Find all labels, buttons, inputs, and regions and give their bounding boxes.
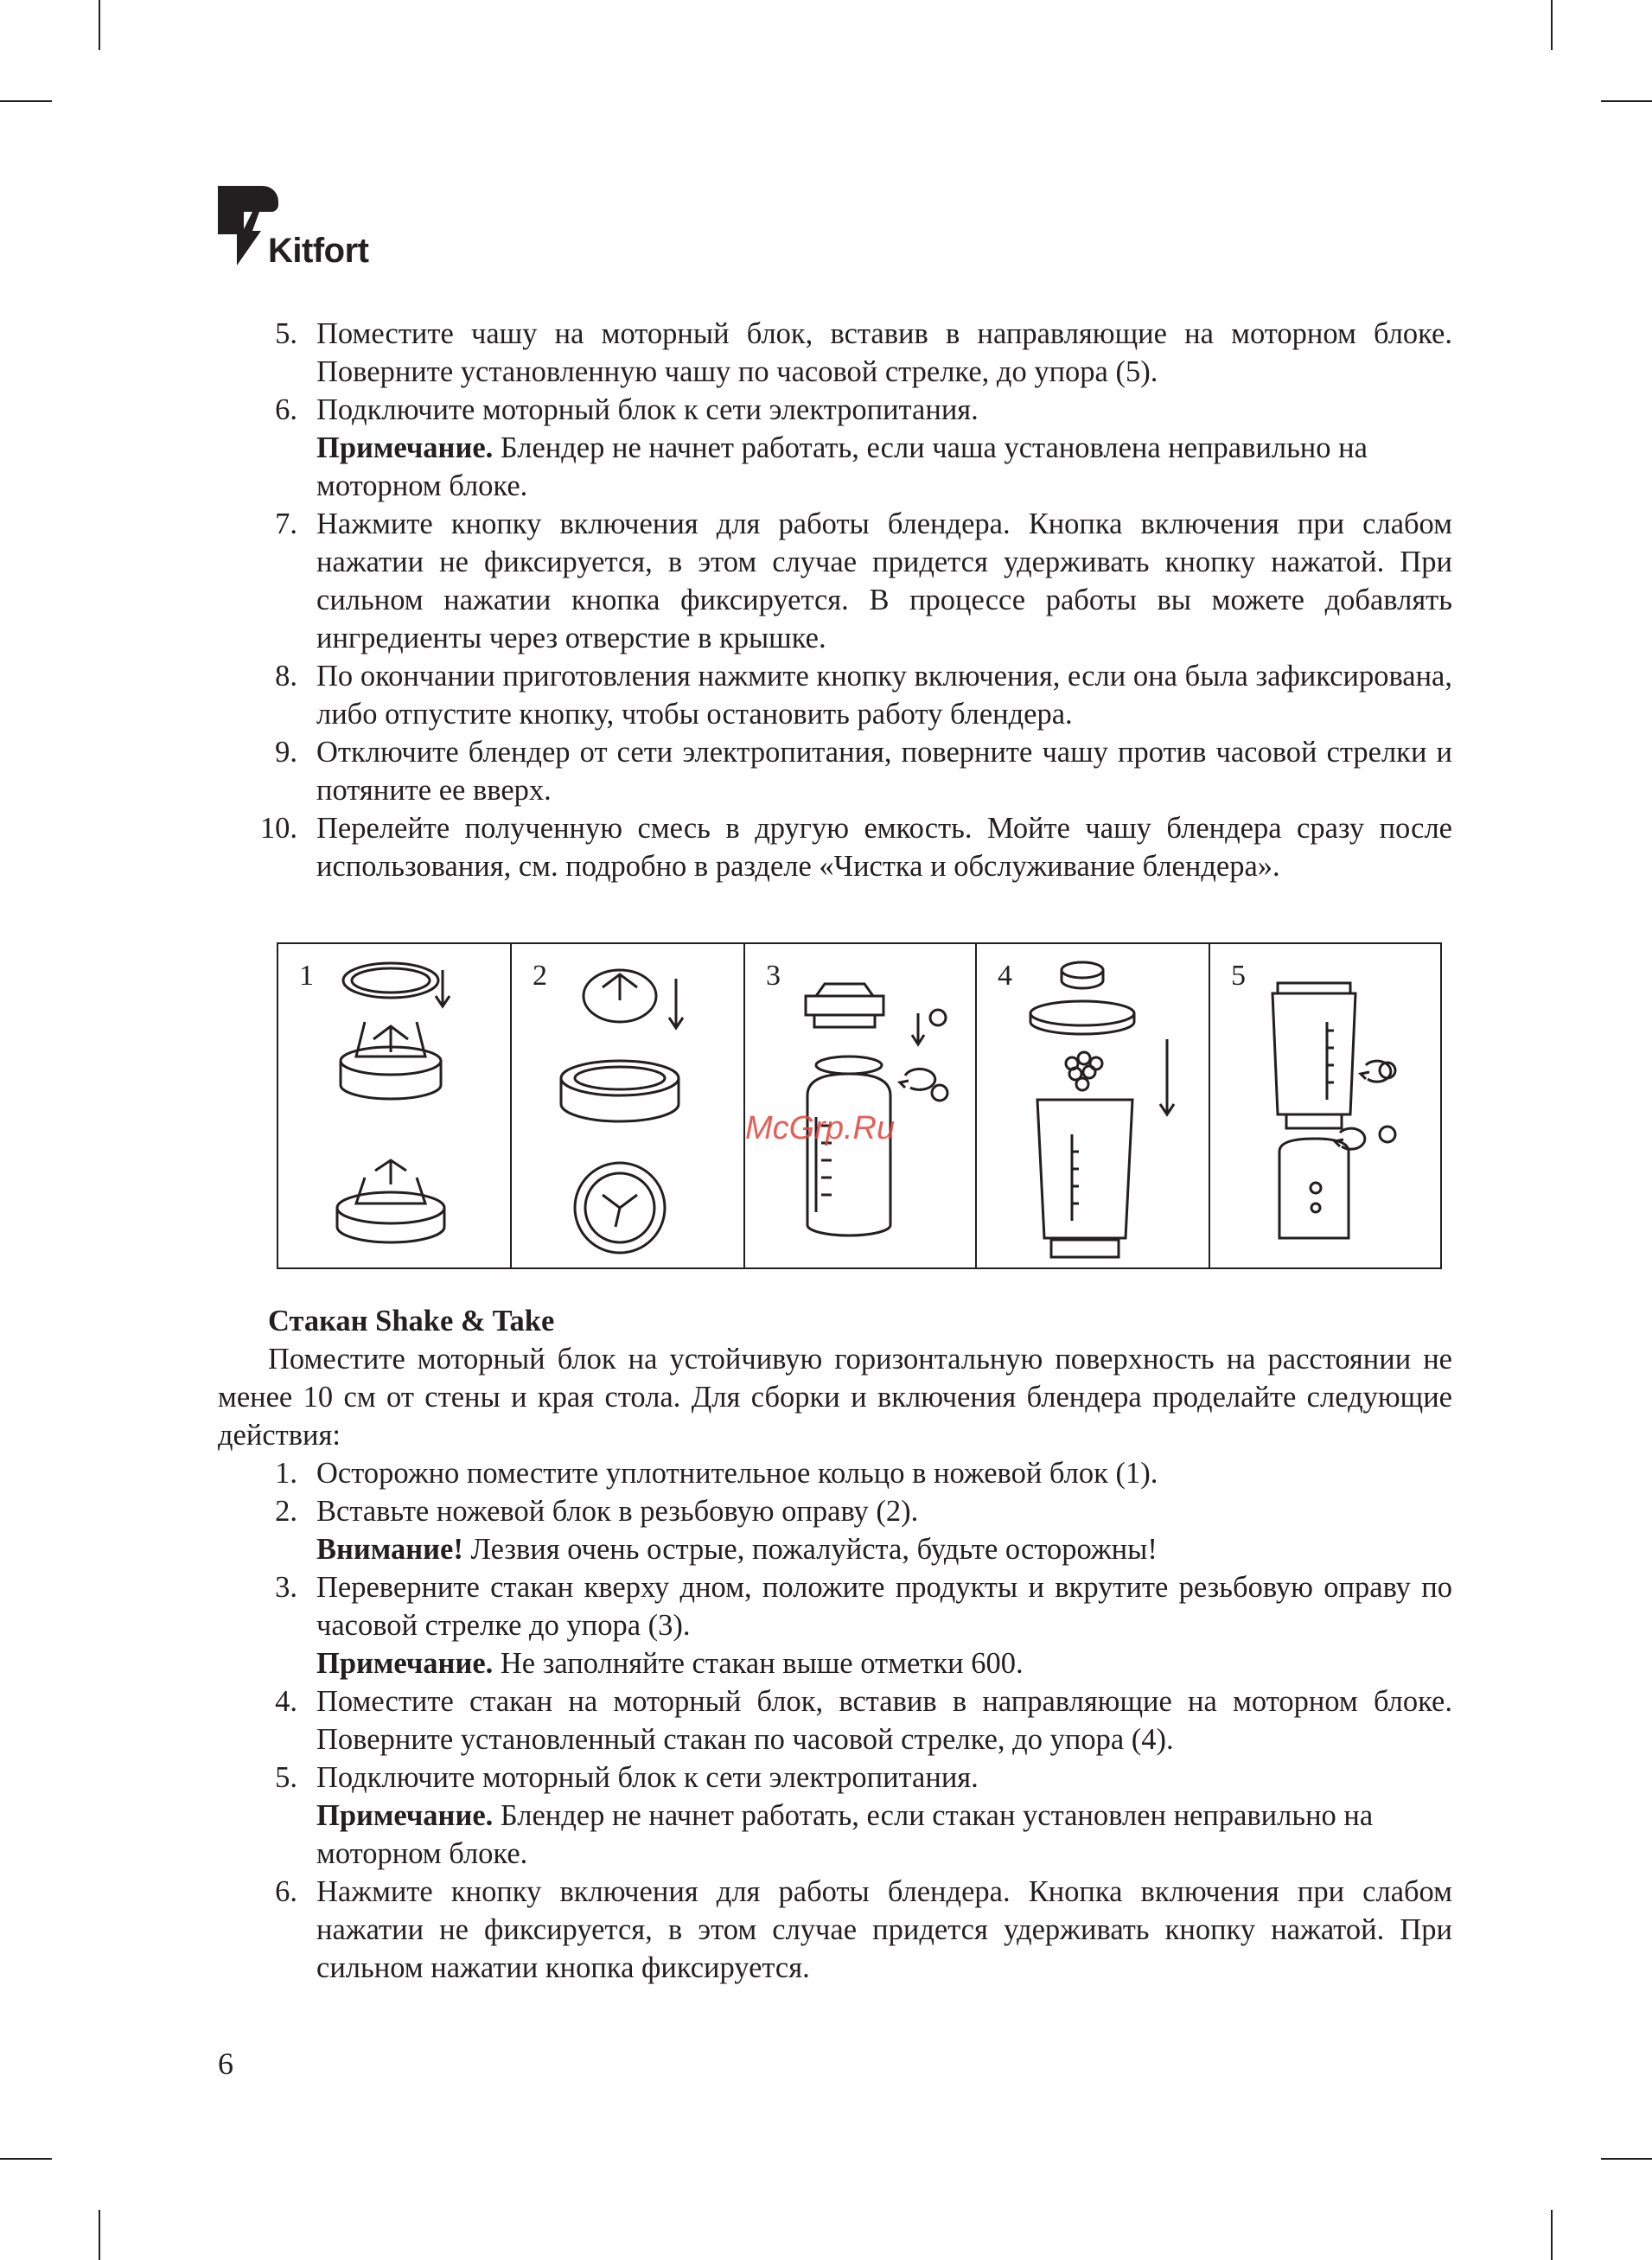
list-item: [218, 1682, 1452, 1759]
figure-panel-3: [745, 944, 977, 1267]
crop-mark: [1601, 2158, 1652, 2160]
item-text: Нажмите кнопку включения для работы блендера. Кнопка включения при слабом нажатии не фиксируется, в этом случае придется удерживать кнопку нажатой. При сильном нажатии кнопка фиксируется. В процессе работы вы можете добавлять ингредиенты через отверстие в крышке.: [316, 508, 1452, 654]
seal-ring-illustration: [278, 944, 512, 1267]
page-number: 6: [218, 2046, 233, 2081]
crop-mark: [1551, 0, 1553, 50]
panel-number: 3: [766, 960, 781, 992]
watermark: McGrp.Ru: [745, 1110, 896, 1146]
item-number: 8.: [275, 660, 297, 693]
item-number: 6.: [275, 1875, 297, 1908]
list-item: [218, 391, 1452, 505]
list-item: [218, 657, 1452, 733]
figure-panel-1: [278, 944, 512, 1267]
note-text: Лезвия очень острые, пожалуйста, будьте осторожны!: [462, 1533, 1158, 1566]
item-number: 5.: [275, 317, 297, 350]
list-item: [218, 1568, 1452, 1682]
bottle-assembly-illustration: [745, 944, 977, 1267]
item-text: Осторожно поместите уплотнительное кольцо в ножевой блок (1).: [316, 1457, 1158, 1490]
list-item: [218, 733, 1452, 809]
blender-mount-illustration: [1210, 944, 1442, 1267]
item-number: 7.: [275, 508, 297, 540]
list-item: [218, 1759, 1452, 1873]
item-text: Поместите стакан на моторный блок, вставив в направляющие на моторном блоке. Поверните установленный стакан по часовой стрелке, до упора (4).: [316, 1685, 1452, 1756]
section-intro: Поместите моторный блок на устойчивую горизонтальную поверхность на расстоянии не менее 10 см от стены и края стола. Для сборки и включения блендера проделайте следующие действия:: [218, 1343, 1452, 1452]
item-text: Переверните стакан кверху дном, положите продукты и вкрутите резьбовую оправу по часовой стрелке до упора (3).: [316, 1571, 1452, 1642]
note-text: Блендер не начнет работать, если стакан установлен неправильно на моторном блоке.: [316, 1799, 1374, 1870]
crop-mark: [0, 2158, 52, 2160]
note-text: Не заполняйте стакан выше отметки 600.: [493, 1647, 1024, 1680]
panel-number: 2: [533, 960, 547, 992]
item-text: Поместите чашу на моторный блок, вставив в направляющие на моторном блоке. Поверните установленную чашу по часовой стрелке, до упора (5).: [316, 317, 1452, 388]
panel-number: 4: [998, 960, 1012, 992]
shake-and-take-section: [218, 1302, 1452, 1987]
item-number: 4.: [275, 1685, 297, 1718]
figure-panel-5: [1210, 944, 1442, 1267]
figure-panel-4: [977, 944, 1210, 1267]
crop-mark: [99, 2210, 100, 2260]
note-label: Примечание.: [316, 431, 494, 464]
crop-mark: [1601, 100, 1652, 102]
item-note: [316, 1644, 1452, 1682]
item-note: [316, 1797, 1452, 1873]
list-item: [218, 505, 1452, 657]
note-text: Блендер не начнет работать, если чаша установлена неправильно на моторном блоке.: [316, 431, 1368, 502]
item-number: 2.: [275, 1495, 297, 1528]
blade-ring-illustration: [512, 944, 745, 1267]
panel-number: 1: [299, 960, 314, 992]
item-text: Нажмите кнопку включения для работы блендера. Кнопка включения при слабом нажатии не фиксируется, в этом случае придется удерживать кнопку нажатой. При сильном нажатии кнопка фиксируется.: [316, 1875, 1452, 1984]
item-text: Отключите блендер от сети электропитания, поверните чашу против часовой стрелки и потяните ее вверх.: [316, 736, 1452, 807]
assembly-figure: [277, 942, 1442, 1269]
item-text: Перелейте полученную смесь в другую емкость. Мойте чашу блендера сразу после использования, см. подробно в разделе «Чистка и обслуживание блендера».: [316, 812, 1452, 883]
brand-name: Kitfort: [268, 232, 369, 270]
instructions-list-1: [218, 315, 1452, 885]
figure-panel-2: [512, 944, 745, 1267]
item-number: 3.: [275, 1571, 297, 1604]
item-number: 5.: [275, 1761, 297, 1794]
item-text: Подключите моторный блок к сети электропитания.: [316, 1761, 979, 1794]
jug-fill-illustration: [977, 944, 1210, 1267]
list-item: [218, 315, 1452, 391]
list-item: [218, 1873, 1452, 1987]
crop-mark: [1551, 2210, 1553, 2260]
item-number: 6.: [275, 393, 297, 426]
list-item: [218, 1454, 1452, 1492]
note-label: Примечание.: [316, 1799, 494, 1832]
panel-number: 5: [1231, 960, 1246, 992]
item-number: 10.: [259, 812, 297, 845]
item-number: 9.: [275, 736, 297, 769]
note-label: Примечание.: [316, 1647, 494, 1680]
item-text: Вставьте ножевой блок в резьбовую оправу (2).: [316, 1495, 919, 1528]
list-item: [218, 1492, 1452, 1568]
list-item: [218, 809, 1452, 885]
item-note: [316, 429, 1452, 505]
item-text: Подключите моторный блок к сети электропитания.: [316, 393, 979, 426]
item-number: 1.: [275, 1457, 297, 1490]
crop-mark: [99, 0, 100, 50]
crop-mark: [0, 100, 52, 102]
item-text: По окончании приготовления нажмите кнопку включения, если она была зафиксирована, либо отпустите кнопку, чтобы остановить работу блендера.: [316, 660, 1452, 731]
item-note: [316, 1530, 1452, 1568]
note-label: Внимание!: [316, 1533, 463, 1566]
section-heading: Стакан Shake & Take: [268, 1305, 555, 1337]
